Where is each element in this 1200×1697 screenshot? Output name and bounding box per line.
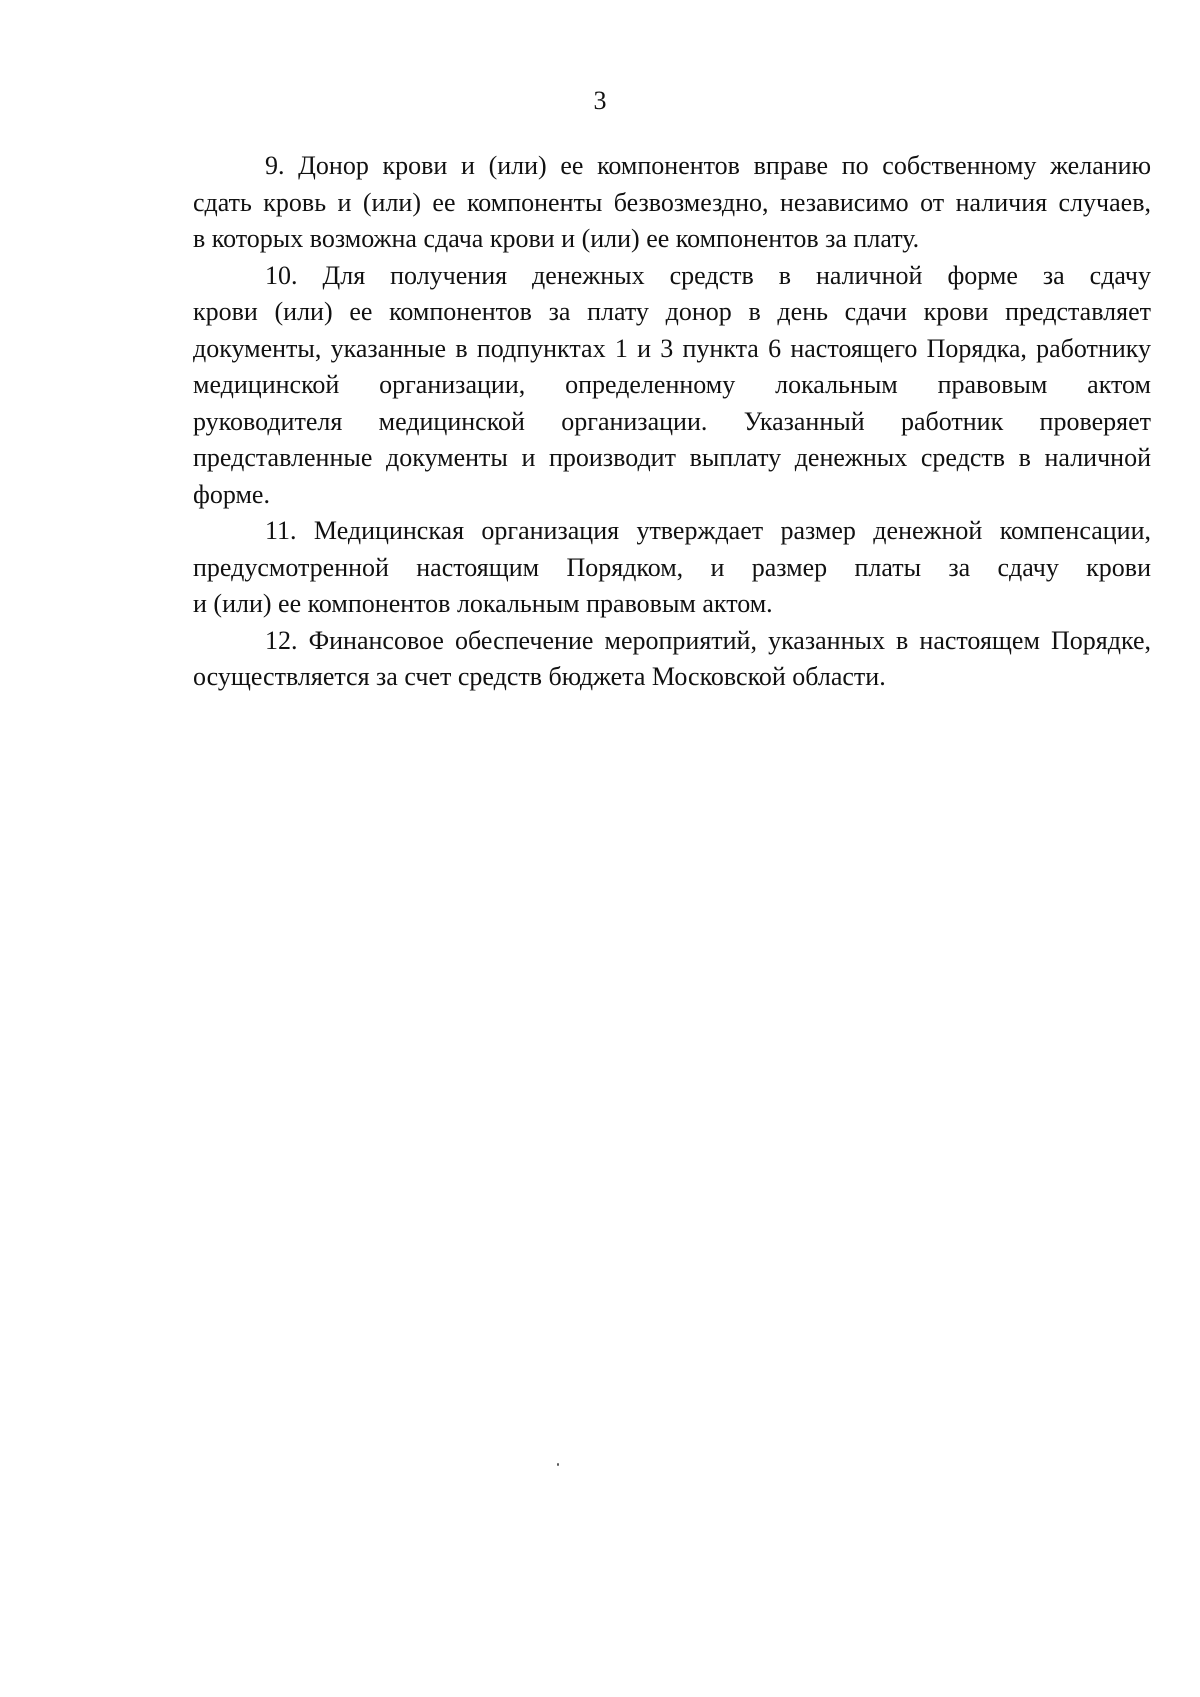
paragraph-12	[121, 623, 1151, 696]
paragraph-line: в которых возможна сдача крови и (или) ее компонентов за плату.	[193, 224, 920, 253]
paragraph-line: 11. Медицинская организация утверждает размер денежной компенсации,	[265, 516, 1151, 545]
paragraph-line: представленные документы и производит выплату денежных средств в наличной	[193, 443, 1151, 472]
paragraph-line: предусмотренной настоящим Порядком, и размер платы за сдачу крови	[193, 552, 1151, 582]
paragraph-line: и (или) ее компонентов локальным правовым актом.	[193, 589, 773, 618]
paragraph-line: документы, указанные в подпунктах 1 и 3 пункта 6 настоящего Порядка, работнику	[193, 333, 1151, 363]
paragraph-9	[121, 148, 1151, 258]
paragraph-line: 12. Финансовое обеспечение мероприятий, указанных в настоящем Порядке,	[265, 625, 1151, 655]
paragraph-line: осуществляется за счет средств бюджета Московской области.	[193, 662, 886, 691]
paragraph-line: 10. Для получения денежных средств в наличной форме за сдачу	[265, 260, 1151, 290]
paragraph-11	[121, 513, 1151, 623]
paragraph-line: руководителя медицинской организации. Указанный работник проверяет	[193, 406, 1151, 436]
paragraph-10	[121, 258, 1151, 514]
page-number: 3	[593, 86, 607, 115]
paragraph-line: крови (или) ее компонентов за плату донор в день сдачи крови представляет	[193, 297, 1151, 326]
paragraph-line: форме.	[193, 479, 270, 509]
document-body	[121, 148, 1151, 696]
paragraph-line: 9. Донор крови и (или) ее компонентов вправе по собственному желанию	[265, 151, 1151, 180]
scan-speck	[557, 1463, 559, 1466]
paragraph-line: сдать кровь и (или) ее компоненты безвозмездно, независимо от наличия случаев,	[193, 187, 1151, 217]
paragraph-line: медицинской организации, определенному локальным правовым актом	[193, 370, 1151, 399]
